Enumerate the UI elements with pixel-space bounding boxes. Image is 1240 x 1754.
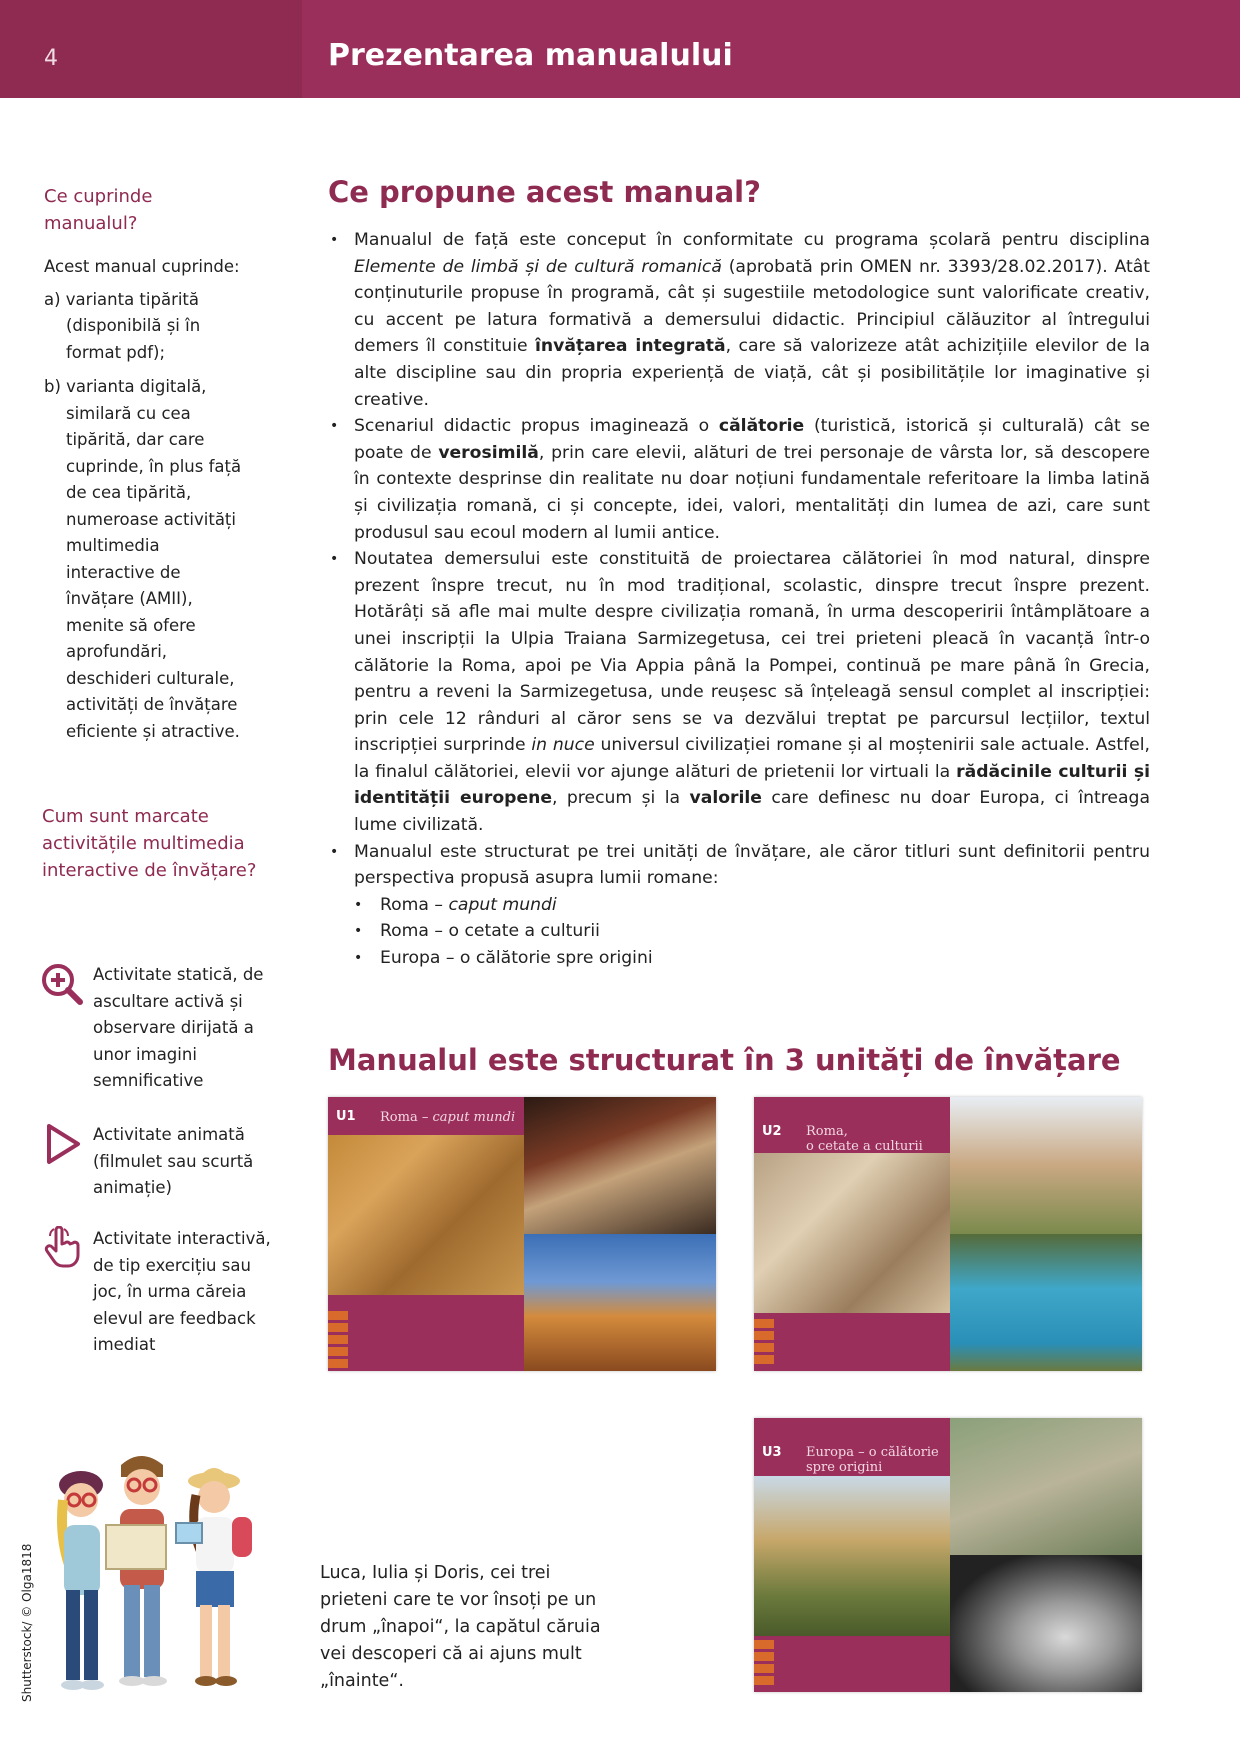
unit-card-u3 xyxy=(754,1418,1142,1692)
map-image xyxy=(328,1135,524,1295)
proposal-list xyxy=(328,227,1150,972)
page-title: Prezentarea manualului xyxy=(328,38,733,73)
legend-item-static xyxy=(40,962,280,1092)
unit-card-title: Roma – caput mundi xyxy=(380,1110,516,1125)
section-heading-structure: Manualul este structurat în 3 unități de învățare xyxy=(328,1043,1121,1077)
sidebar-intro: Acest manual cuprinde: xyxy=(44,257,240,276)
three-friends-illustration xyxy=(36,1445,276,1705)
sidebar-heading-contents: Ce cuprinde manualul? xyxy=(44,186,153,234)
unit-card-u2 xyxy=(754,1097,1142,1371)
sidebar-heading-legend: Cum sunt marcate activitățile multimedia interactive de învățare? xyxy=(42,806,257,881)
pool-image xyxy=(950,1234,1142,1371)
image-credit: Shutterstock/ © Olga1818 xyxy=(20,1543,34,1702)
sidebar-legend-heading-box xyxy=(42,803,272,884)
sidebar-item-printed: a) varianta tipărită (disponibilă și în format pdf); xyxy=(44,289,201,362)
list-item: • Manualul este structurat pe trei unități de învățare, ale căror titluri sunt definitorii pentru perspectiva propusă asupra lumii romane: • Roma – caput mundi • Roma – o cetate a culturii • Europa – o călătorie spre origini xyxy=(328,839,1150,972)
unit-tag: U2 xyxy=(762,1124,782,1139)
list-item: • Noutatea demersului este constituită de proiectarea călătoriei în mod natural, dinspre prezent înspre trecut, nu în mod tradițional, scolastic, dinspre trecut înspre prezent. Hotărâți să afle mai multe despre civilizația romană, în urma descoperirii întâmplătoare a unei inscripții la Ulpia Traiana Sarmizegetusa, cei trei prieteni pleacă în vacanță într-o călătorie la Roma, apoi pe Via Appia până la Pompei, continuă pe mare până în Grecia, pentru a reveni la Sarmizegetusa, unde reușesc să înțeleagă sensul complet al inscripției: prin cele 12 rânduri al căror sens se va dezvălui treptat pe parcursul lecțiilor, textul inscripției surprinde in nuce universul civilizației romane și al moștenirii sale actuale. Astfel, la finalul călătoriei, elevii vor ajunge alături de prietenii lor virtuali la rădăcinile culturii și identității europene, precum și la valorile care definesc nu doar Europa, ci întreaga lume civilizată. xyxy=(328,546,1150,839)
units-list xyxy=(354,892,1150,972)
illustration-caption: Luca, Iulia și Doris, cei trei prieteni care te vor însoți pe un drum „înapoi“, la capătul căruia vei descoperi că ai ajuns mult „înainte“. xyxy=(320,1563,601,1691)
fresco-image xyxy=(950,1418,1142,1555)
unit-tag: U1 xyxy=(336,1109,356,1124)
legend-item-animated xyxy=(40,1122,280,1212)
section-heading-proposal: Ce propune acest manual? xyxy=(328,175,761,209)
legend-text-interactive: Activitate interactivă, de tip exercițiu sau joc, în urma căreia elevul are feedback imediat xyxy=(93,1229,271,1354)
painting-image xyxy=(524,1097,716,1234)
unit-card-title: Roma, o cetate a culturii xyxy=(806,1124,923,1154)
sidebar-contents xyxy=(44,183,274,745)
legend-text-static: Activitate statică, de ascultare activă și observare dirijată a unor imagini semnificative xyxy=(93,965,264,1090)
list-item: • Scenariul didactic propus imaginează o călătorie (turistică, istorică și culturală) cât se poate de verosimilă, prin care elevii, alături de trei personaje de vârsta lor, să descopere în contexte desprinse din realitate nu doar noțiuni fundamentale referitoare la limba latină și civilizația romană, ci și concepte, idei, valori, mentalități din lumea de azi, care sunt produsul sau ecoul modern al lumii antice. xyxy=(328,413,1150,546)
play-icon xyxy=(40,1122,84,1166)
unit-list-item: • Europa – o călătorie spre origini xyxy=(354,945,1150,972)
unit-list-item: • Roma – o cetate a culturii xyxy=(354,918,1150,945)
card-menu xyxy=(754,1319,950,1367)
zoom-in-icon xyxy=(40,962,84,1006)
sidebar-item-digital: b) varianta digitală, similară cu cea tipărită, dar care cuprinde, în plus față de cea tipărită, numeroase activități multimedia interactive de învățare (AMII), menite să ofere aprofundări, deschideri culturale, activități de învățare eficiente și atractive. xyxy=(44,377,242,741)
legend-text-animated: Activitate animată (filmulet sau scurtă animație) xyxy=(93,1125,254,1197)
unit-card-title: Europa – o călătorie spre origini xyxy=(806,1445,939,1475)
unit-tag: U3 xyxy=(762,1445,782,1460)
unit-card-u1 xyxy=(328,1097,716,1371)
list-item: • Manualul de față este conceput în conformitate cu programa școlară pentru disciplina Elemente de limbă și de cultură romanică (aprobată prin OMEN nr. 3393/28.02.2017). Atât conținuturile propuse în programă, cât și sugestiile metodologice sunt valorificate creativ, cu accent pe latura formativă a demersului didactic. Principiul călăuzitor al întregului demers îl constituie învățarea integrată, care să valorizeze atât achizițiile elevilor de la alte discipline sau din propria experiență de viață, cât și posibilitățile lor imaginative și creative. xyxy=(328,227,1150,413)
statue-image xyxy=(950,1555,1142,1692)
page-header xyxy=(0,0,1240,98)
colosseum-image xyxy=(524,1234,716,1371)
legend-item-interactive xyxy=(40,1226,280,1366)
city-model-image xyxy=(754,1153,950,1313)
ruins-image xyxy=(754,1476,950,1636)
unit-list-item: • Roma – caput mundi xyxy=(354,892,1150,919)
card-menu xyxy=(328,1311,524,1371)
main-content xyxy=(328,175,1150,972)
arch-image xyxy=(950,1097,1142,1234)
card-menu xyxy=(754,1640,950,1688)
page-number: 4 xyxy=(44,46,58,71)
hand-pointer-icon xyxy=(40,1226,84,1270)
